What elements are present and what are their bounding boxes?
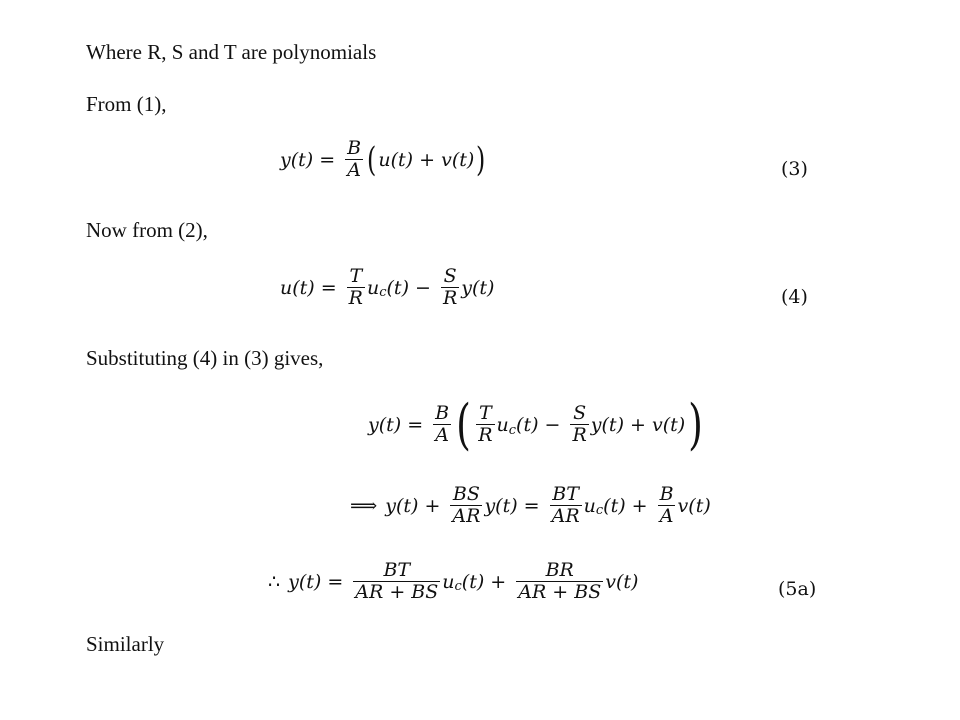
eqs-fraction-2 — [570, 403, 588, 447]
eq3-rhs: u(t) + v(t) — [378, 148, 475, 171]
eq3-denominator: A — [347, 158, 361, 181]
eq4-lhs: u(t) = — [280, 276, 337, 299]
eqs-num-outer: B — [435, 402, 450, 425]
cutoff-text-content: Similarly — [86, 632, 165, 656]
implies-symbol: ⟹ — [350, 494, 378, 517]
eqi-den2: AR — [551, 504, 580, 527]
eqs-num1: T — [479, 402, 492, 425]
eq3-close-paren: ) — [476, 139, 486, 180]
equation-4 — [280, 266, 494, 310]
eq4-den2: R — [442, 286, 458, 309]
eqs-fraction-1 — [476, 403, 494, 447]
therefore-symbol: ∴ — [268, 570, 281, 593]
text-where-polynomials: Where R, S and T are polynomials — [86, 40, 377, 64]
text-from-1: From (1), — [86, 92, 167, 116]
eqs-den1: R — [478, 424, 493, 447]
eq4-subscript: c — [379, 285, 387, 301]
eq4-num1: T — [349, 265, 363, 287]
eqi-fraction-2 — [550, 484, 582, 528]
eq5a-den2: AR + BS — [518, 580, 602, 603]
eq5a-rhs: v(t) — [605, 570, 639, 593]
eqi-den3: A — [659, 504, 674, 527]
eqi-fraction-3 — [658, 484, 676, 528]
eqi-u: u — [583, 494, 596, 517]
eq4-num2: S — [443, 265, 457, 287]
eqi-rhs: v(t) — [677, 494, 711, 517]
eqs-lhs: y(t) = — [368, 414, 424, 436]
eq5a-num2: BR — [545, 559, 574, 581]
eq5a-fraction-2 — [516, 560, 603, 604]
equation-5a-tag: (5a) — [778, 578, 817, 600]
eqs-rhs: y(t) + v(t) — [590, 414, 686, 436]
eqi-fraction-1 — [450, 484, 482, 528]
eqi-mid: y(t) = — [484, 494, 540, 517]
eq5a-t: (t) + — [461, 570, 507, 593]
equation-4-tag: (4) — [781, 286, 808, 308]
equation-implication — [350, 484, 711, 528]
eqi-num1: BS — [452, 483, 480, 505]
eq4-fraction-1 — [347, 266, 365, 310]
eq4-mid: (t) − — [386, 276, 431, 299]
eqs-outer-fraction — [433, 403, 451, 447]
eq5a-u: u — [442, 570, 455, 593]
eq4-u: u — [366, 276, 380, 299]
eq5a-fraction-1 — [353, 560, 440, 604]
equation-substituted — [368, 393, 706, 456]
eqs-t1: (t) − — [516, 414, 561, 436]
eqi-num2: BT — [552, 483, 579, 505]
eqs-num2: S — [573, 402, 587, 425]
eqi-subscript: c — [595, 503, 604, 519]
eq3-numerator: B — [347, 137, 362, 159]
eqs-u: u — [496, 414, 509, 436]
eq5a-subscript: c — [454, 579, 462, 595]
eqi-lhs: y(t) + — [385, 494, 441, 517]
eqs-subscript: c — [508, 422, 517, 438]
eq5a-den1: AR + BS — [355, 580, 439, 603]
eq5a-num1: BT — [383, 559, 411, 581]
eqs-den-outer: A — [435, 424, 449, 447]
equation-3-tag: (3) — [781, 158, 808, 180]
eqs-open-paren: ( — [456, 393, 472, 456]
eqs-close-paren: ) — [688, 393, 704, 456]
eq3-open-paren: ( — [367, 139, 377, 180]
eq4-rhs: y(t) — [461, 276, 495, 299]
eq4-fraction-2 — [441, 266, 459, 310]
eq5a-lhs: y(t) = — [288, 570, 344, 593]
eqi-t: (t) + — [603, 494, 648, 517]
eqi-num3: B — [659, 483, 674, 505]
eqs-den2: R — [572, 424, 587, 447]
text-now-from-2: Now from (2), — [86, 218, 208, 242]
eqi-den1: AR — [452, 504, 481, 527]
cutoff-text — [86, 632, 166, 656]
text-substituting: Substituting (4) in (3) gives, — [86, 346, 324, 370]
eq3-lhs: y(t) = — [280, 148, 336, 171]
eq4-den1: R — [348, 286, 363, 309]
eq3-fraction — [345, 138, 363, 182]
equation-3 — [280, 138, 488, 182]
equation-5a — [268, 560, 638, 604]
